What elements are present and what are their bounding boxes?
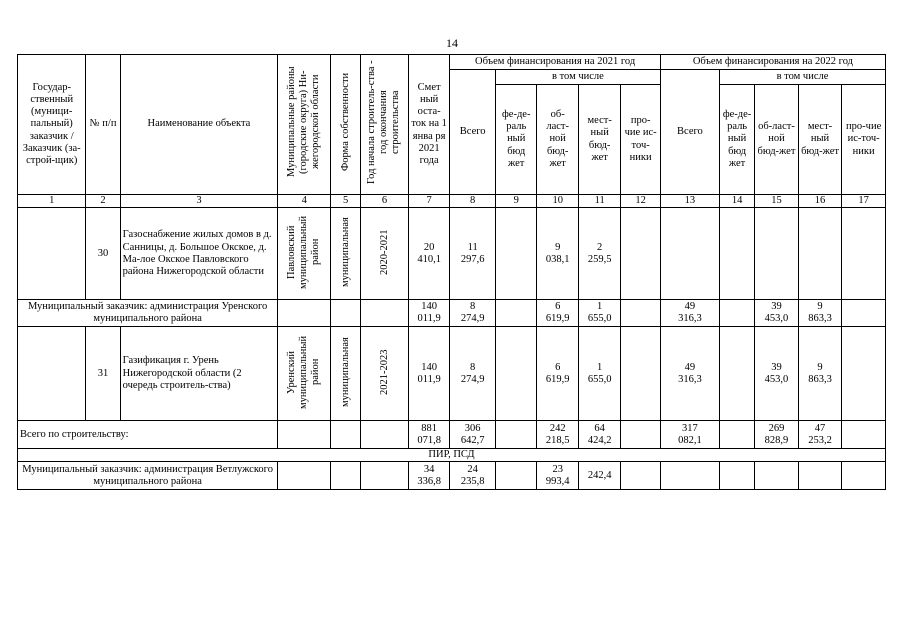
col-number: 14	[719, 195, 754, 208]
cell-ownership: муниципальная	[331, 327, 361, 421]
cell-local-2022: 9 863,3	[798, 300, 842, 327]
financing-table	[17, 54, 886, 490]
cell-regional-2022	[755, 208, 799, 300]
header-local-2022: мест-ный бюд-жет	[798, 85, 842, 195]
col-number: 12	[621, 195, 660, 208]
cell-object-name: Газоснабжение жилых домов в д. Санницы, д. Большое Окское, д. Ма-лое Окское Павловского района Нижегородской области	[120, 208, 278, 300]
table-row-30	[18, 208, 886, 300]
header-federal-2022: фе-де-раль ный бюд жет	[719, 85, 754, 195]
table-row-urensk-customer	[18, 300, 886, 327]
cell-total-2022: 317 082,1	[660, 421, 719, 449]
cell-regional-2021: 9 038,1	[537, 208, 578, 300]
header-years: Год начала строитель-ства - год окончания строительства	[361, 55, 409, 195]
cell-district: Павловский муниципальный район	[278, 208, 331, 300]
cell-empty	[719, 421, 754, 449]
cell-balance: 881 071,8	[408, 421, 449, 449]
table-row-31	[18, 327, 886, 421]
col-number: 17	[842, 195, 886, 208]
cell-regional-2022: 39 453,0	[755, 300, 799, 327]
cell-district: Уренский муниципальный район	[278, 327, 331, 421]
col-number: 10	[537, 195, 578, 208]
cell-empty	[798, 462, 842, 490]
cell-empty	[495, 421, 536, 449]
cell-empty	[842, 462, 886, 490]
cell-regional-2021: 23 993,4	[537, 462, 578, 490]
cell-regional-2021: 6 619,9	[537, 300, 578, 327]
cell-local-2022: 9 863,3	[798, 327, 842, 421]
table-row-total	[18, 421, 886, 449]
cell-empty	[621, 421, 660, 449]
col-number: 2	[86, 195, 120, 208]
header-customer: Государ-ственный (муници-пальный) заказчик /Заказчик (за-строй-щик)	[18, 55, 86, 195]
cell-local-2021: 1 655,0	[578, 300, 621, 327]
cell-local-2021: 1 655,0	[578, 327, 621, 421]
cell-years: 2020-2021	[361, 208, 409, 300]
cell-num: 31	[86, 327, 120, 421]
cell-empty	[278, 421, 331, 449]
header-name: Наименование объекта	[120, 55, 278, 195]
col-number: 13	[660, 195, 719, 208]
header-districts: Муниципальные районы (городские округа) Ни-жегородской области	[278, 55, 331, 195]
cell-total-label: Всего по строительству:	[18, 421, 278, 449]
header-local-2021: мест-ный бюд-жет	[578, 85, 621, 195]
col-number: 15	[755, 195, 799, 208]
cell-total-2021: 11 297,6	[450, 208, 496, 300]
header-federal-2021: фе-де-раль ный бюд жет	[495, 85, 536, 195]
cell-customer-label: Муниципальный заказчик: администрация Ветлужского муниципального района	[18, 462, 278, 490]
cell-federal-2022	[719, 208, 754, 300]
col-number: 6	[361, 195, 409, 208]
col-number: 8	[450, 195, 496, 208]
header-total-2022: Всего	[660, 70, 719, 195]
cell-balance: 140 011,9	[408, 300, 449, 327]
cell-empty	[361, 462, 409, 490]
col-number: 5	[331, 195, 361, 208]
column-numbers-row	[18, 195, 886, 208]
col-number: 11	[578, 195, 621, 208]
cell-object-name: Газификация г. Урень Нижегородской области (2 очередь строитель-ства)	[120, 327, 278, 421]
cell-ownership: муниципальная	[331, 208, 361, 300]
cell-empty	[719, 300, 754, 327]
cell-customer-empty	[18, 208, 86, 300]
cell-empty	[495, 327, 536, 421]
cell-total-2021: 8 274,9	[450, 327, 496, 421]
cell-local-2022	[798, 208, 842, 300]
header-including-2022: в том числе	[719, 70, 885, 85]
cell-empty	[331, 421, 361, 449]
cell-empty	[621, 300, 660, 327]
cell-balance: 20 410,1	[408, 208, 449, 300]
cell-empty	[621, 462, 660, 490]
cell-years: 2021-2023	[361, 327, 409, 421]
cell-empty	[719, 327, 754, 421]
page-number: 14	[446, 36, 458, 50]
section-row	[18, 449, 886, 462]
cell-federal-2021	[495, 208, 536, 300]
cell-regional-2021: 242 218,5	[537, 421, 578, 449]
cell-other-2022	[842, 208, 886, 300]
cell-empty	[331, 462, 361, 490]
cell-regional-2022: 39 453,0	[755, 327, 799, 421]
cell-empty	[842, 300, 886, 327]
cell-empty	[495, 462, 536, 490]
cell-num: 30	[86, 208, 120, 300]
cell-local-2021: 2 259,5	[578, 208, 621, 300]
cell-total-2021: 306 642,7	[450, 421, 496, 449]
cell-total-2021: 24 235,8	[450, 462, 496, 490]
col-number: 3	[120, 195, 278, 208]
cell-customer-empty	[18, 327, 86, 421]
cell-other-2021	[621, 208, 660, 300]
col-number: 16	[798, 195, 842, 208]
header-regional-2021: об-ласт-ной бюд-жет	[537, 85, 578, 195]
section-title: ПИР, ПСД	[18, 449, 886, 462]
cell-total-2022: 49 316,3	[660, 300, 719, 327]
header-other-2021: про-чие ис-точ-ники	[621, 85, 660, 195]
header-fin-2022: Объем финансирования на 2022 год	[660, 55, 885, 70]
header-total-2021: Всего	[450, 70, 496, 195]
col-number: 1	[18, 195, 86, 208]
table-row-vetluga-customer	[18, 462, 886, 490]
header-including-2021: в том числе	[495, 70, 660, 85]
cell-regional-2022: 269 828,9	[755, 421, 799, 449]
cell-empty	[331, 300, 361, 327]
cell-balance: 34 336,8	[408, 462, 449, 490]
col-number: 4	[278, 195, 331, 208]
cell-total-2022	[660, 208, 719, 300]
cell-customer-label: Муниципальный заказчик: администрация Уренского муниципального района	[18, 300, 278, 327]
cell-empty	[361, 421, 409, 449]
header-balance: Смет ный оста-ток на 1 янва ря 2021 года	[408, 55, 449, 195]
header-num: № п/п	[86, 55, 120, 195]
cell-empty	[719, 462, 754, 490]
cell-empty	[660, 462, 719, 490]
cell-empty	[495, 300, 536, 327]
col-number: 9	[495, 195, 536, 208]
cell-balance: 140 011,9	[408, 327, 449, 421]
cell-local-2021: 242,4	[578, 462, 621, 490]
cell-empty	[278, 462, 331, 490]
header-ownership: Форма собственности	[331, 55, 361, 195]
header-regional-2022: об-ласт-ной бюд-жет	[755, 85, 799, 195]
cell-total-2022: 49 316,3	[660, 327, 719, 421]
cell-local-2021: 64 424,2	[578, 421, 621, 449]
cell-empty	[842, 327, 886, 421]
col-number: 7	[408, 195, 449, 208]
cell-empty	[755, 462, 799, 490]
cell-total-2021: 8 274,9	[450, 300, 496, 327]
cell-empty	[842, 421, 886, 449]
cell-local-2022: 47 253,2	[798, 421, 842, 449]
header-other-2022: про-чие ис-точ-ники	[842, 85, 886, 195]
cell-regional-2021: 6 619,9	[537, 327, 578, 421]
cell-empty	[361, 300, 409, 327]
cell-empty	[278, 300, 331, 327]
cell-empty	[621, 327, 660, 421]
header-fin-2021: Объем финансирования на 2021 год	[450, 55, 661, 70]
